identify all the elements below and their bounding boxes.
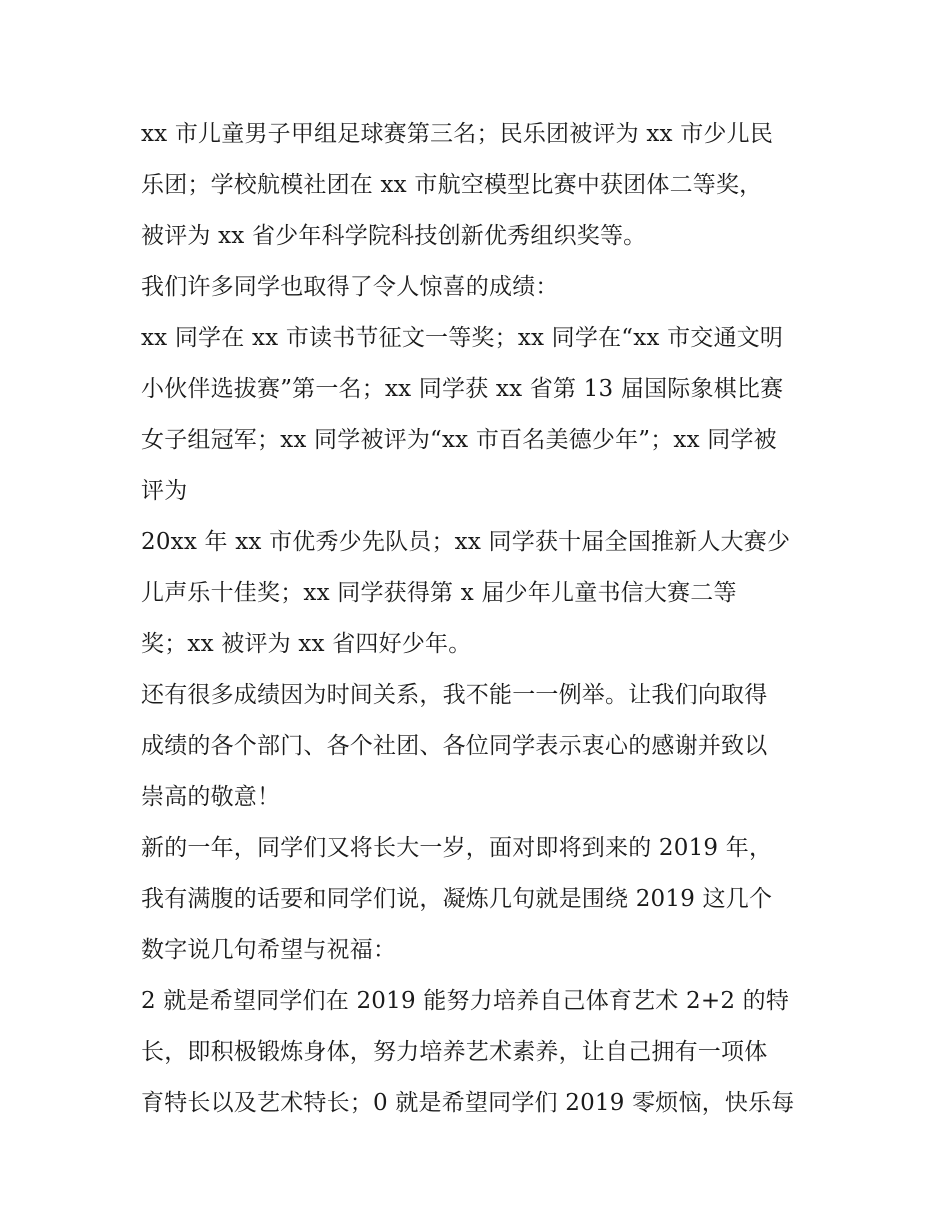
text-line: 评为 [141,478,188,504]
text-line: 还有很多成绩因为时间关系，我不能一一例举。让我们向取得 [141,682,768,708]
text-line: 新的一年，同学们又将长大一岁，面对即将到来的 2019 年， [141,835,773,861]
text-line: 我有满腹的话要和同学们说，凝炼几句就是围绕 2019 这几个 [141,886,773,912]
text-line: 20xx 年 xx 市优秀少先队员；xx 同学获十届全国推新人大赛少 [141,529,791,555]
text-line: 成绩的各个部门、各个社团、各位同学表示衷心的感谢并致以 [141,733,768,759]
text-line: xx 市儿童男子甲组足球赛第三名；民乐团被评为 xx 市少儿民 [141,121,774,147]
text-line: 儿声乐十佳奖；xx 同学获得第 x 届少年儿童书信大赛二等 [141,580,737,606]
text-line: 奖；xx 被评为 xx 省四好少年。 [141,631,472,657]
text-line: xx 同学在 xx 市读书节征文一等奖；xx 同学在“xx 市交通文明 [141,325,784,351]
text-line: 乐团；学校航模社团在 xx 市航空模型比赛中获团体二等奖， [141,172,763,198]
text-line: 2 就是希望同学们在 2019 能努力培养自己体育艺术 2+2 的特 [141,988,790,1014]
text-line: 我们许多同学也取得了令人惊喜的成绩： [141,274,559,300]
text-line: 被评为 xx 省少年科学院科技创新优秀组织奖等。 [141,223,647,249]
text-line: 女子组冠军；xx 同学被评为“xx 市百名美德少年”；xx 同学被 [141,427,777,453]
text-line: 崇高的敬意！ [141,784,281,810]
text-line: 长，即积极锻炼身体，努力培养艺术素养，让自己拥有一项体 [141,1039,768,1065]
text-line: 育特长以及艺术特长；0 就是希望同学们 2019 零烦恼，快乐每 [141,1090,795,1116]
text-line: 数字说几句希望与祝福： [141,937,397,963]
text-line: 小伙伴选拔赛”第一名；xx 同学获 xx 省第 13 届国际象棋比赛 [141,376,784,402]
document-body [141,109,821,1129]
